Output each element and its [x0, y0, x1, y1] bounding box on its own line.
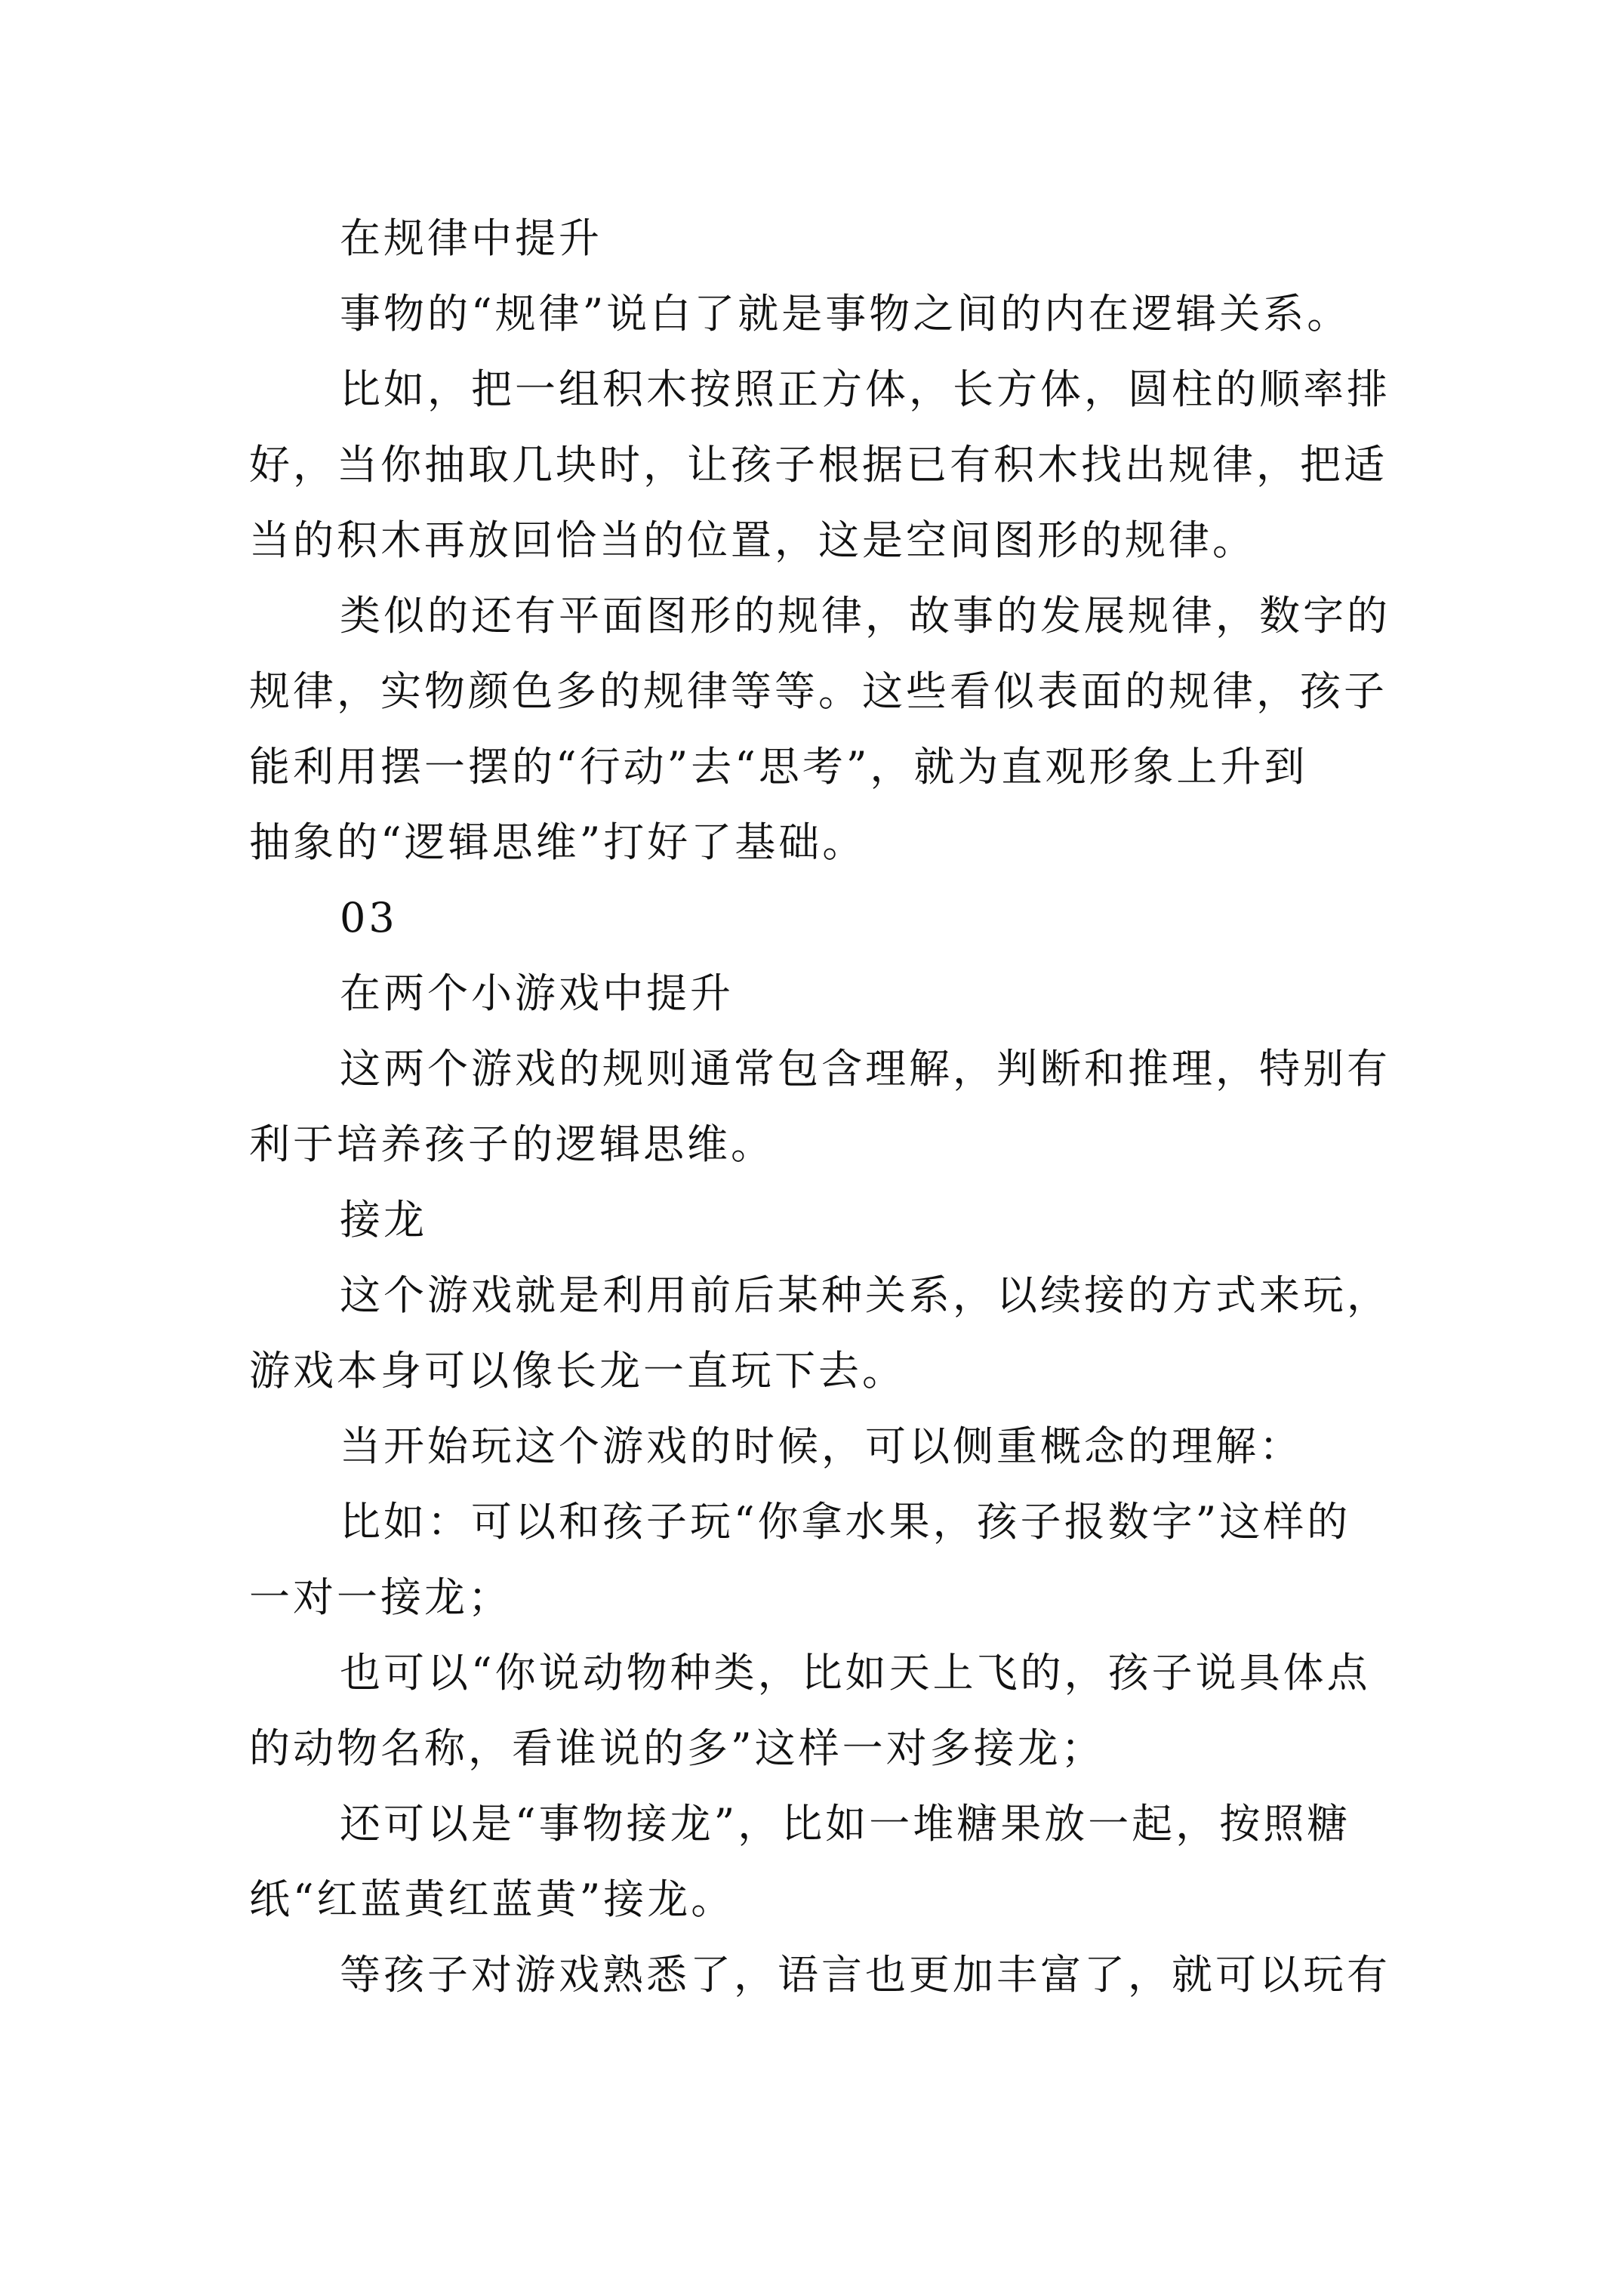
paragraph-line: 一对一接龙；: [249, 1573, 512, 1621]
paragraph-line: 这个游戏就是利用前后某种关系，以续接的方式来玩，: [340, 1271, 1390, 1319]
paragraph-line: 游戏本身可以像长龙一直玩下去。: [249, 1347, 906, 1395]
paragraph-line: 这两个游戏的规则通常包含理解，判断和推理，特别有: [340, 1045, 1390, 1093]
paragraph-line: 纸“红蓝黄红蓝黄”接龙。: [249, 1875, 735, 1923]
paragraph-line: 比如：可以和孩子玩“你拿水果，孩子报数字”这样的: [340, 1498, 1351, 1546]
paragraph-line: 利于培养孩子的逻辑思维。: [249, 1120, 775, 1168]
heading-rules: 在规律中提升: [340, 214, 602, 262]
paragraph-line: 好，当你抽取几块时，让孩子根据已有积木找出规律，把适: [249, 441, 1387, 488]
paragraph-line: 类似的还有平面图形的规律，故事的发展规律，数字的: [340, 592, 1390, 639]
paragraph-line: 当开始玩这个游戏的时候，可以侧重概念的理解：: [340, 1422, 1303, 1470]
paragraph-line: 还可以是“事物接龙”，比如一堆糖果放一起，按照糖: [340, 1800, 1351, 1848]
section-number: 03: [340, 894, 398, 942]
paragraph-line: 事物的“规律”说白了就是事物之间的内在逻辑关系。: [340, 290, 1351, 337]
paragraph-line: 能利用摆一摆的“行动”去“思考”，就为直观形象上升到: [249, 743, 1308, 791]
paragraph-line: 抽象的“逻辑思维”打好了基础。: [249, 818, 867, 866]
heading-jielong: 接龙: [340, 1196, 427, 1244]
paragraph-line: 的动物名称，看谁说的多”这样一对多接龙；: [249, 1724, 1105, 1772]
paragraph-line: 也可以“你说动物种类，比如天上飞的，孩子说具体点: [340, 1649, 1371, 1697]
paragraph-line: 当的积木再放回恰当的位置，这是空间图形的规律。: [249, 516, 1256, 564]
heading-two-games: 在两个小游戏中提升: [340, 969, 734, 1017]
paragraph-line: 比如，把一组积木按照正方体，长方体，圆柱的顺率排: [340, 365, 1390, 413]
paragraph-line: 等孩子对游戏熟悉了，语言也更加丰富了，就可以玩有: [340, 1951, 1390, 1999]
paragraph-line: 规律，实物颜色多的规律等等。这些看似表面的规律，孩子: [249, 667, 1387, 715]
